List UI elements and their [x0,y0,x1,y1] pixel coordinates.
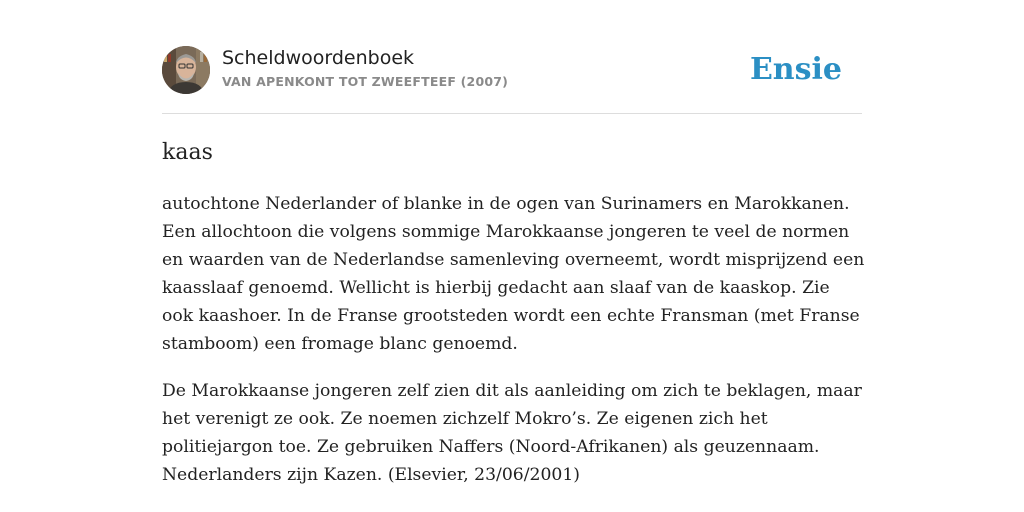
entry-header [162,46,862,96]
book-title[interactable]: Scheldwoordenboek [222,47,415,69]
header-divider [162,113,862,114]
definition-paragraph: De Marokkaanse jongeren zelf zien dit als aanleiding om zich te beklagen, maar het verenigt ze ook. Ze noemen zichzelf Mokro’s. Ze eigenen zich het politiejargon toe. Ze gebruiken Naffers (Noord-Afrikanen) als geuzennaam. Nederlanders zijn Kazen. (Elsevier, 23/06/2001) [162,381,862,485]
headword: kaas [162,140,213,165]
definition-paragraph: autochtone Nederlander of blanke in de ogen van Surinamers en Marokkanen. Een allochtoon die volgens sommige Marokkaanse jongeren te veel de normen en waarden van de Nederlandse samenleving overneemt, wordt misprijzend een kaasslaaf genoemd. Wellicht is hierbij gedacht aan slaaf van de kaaskop. Zie ook kaashoer. In de Franse grootsteden wordt een echte Fransman (met Franse stamboom) een fromage blanc genoemd. [162,194,865,354]
entry-card [162,0,865,512]
book-subtitle: VAN APENKONT TOT ZWEEFTEEF (2007) [222,74,509,89]
author-portrait-icon [162,46,210,94]
brand-logo[interactable]: Ensie [749,52,842,87]
definition-body [162,190,866,508]
author-avatar[interactable] [162,46,210,94]
